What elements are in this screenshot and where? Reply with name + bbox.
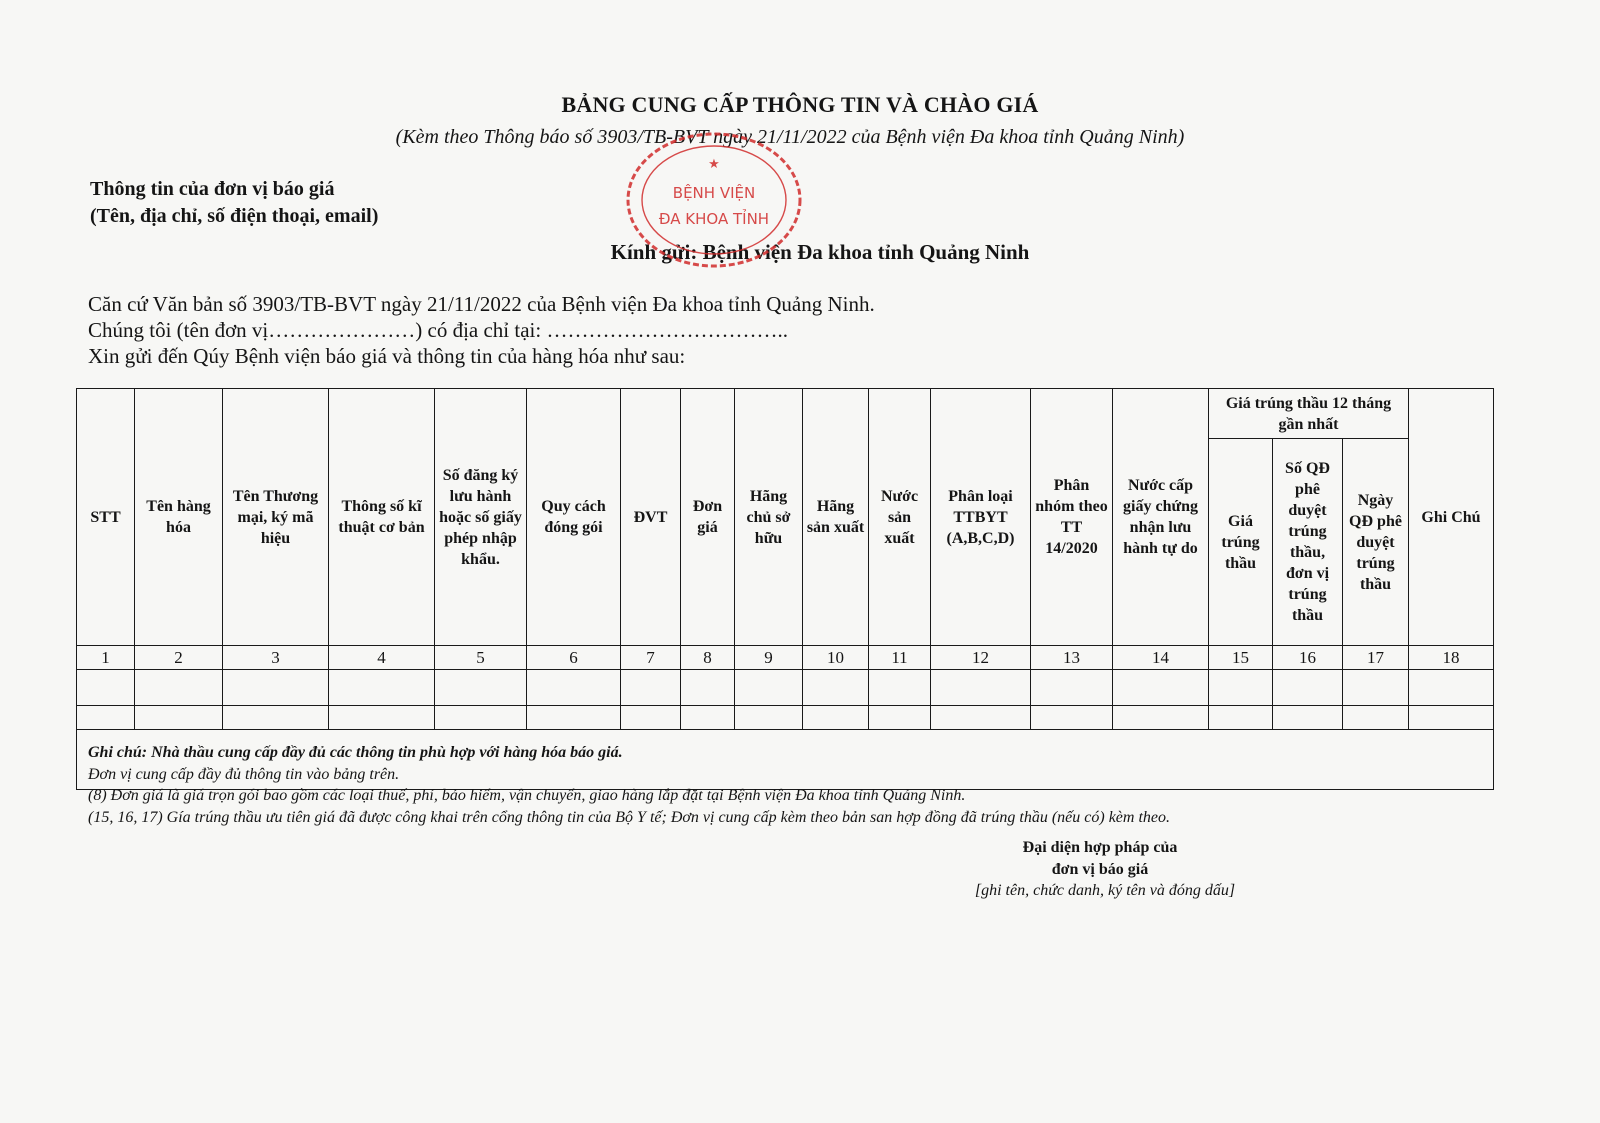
notes-section [88,742,1170,828]
row2-cell-8[interactable] [681,706,735,730]
row2-cell-2[interactable] [135,706,223,730]
row1-cell-9[interactable] [735,670,803,706]
col-number-17: 17 [1343,646,1409,670]
row2-cell-6[interactable] [527,706,621,730]
row2-cell-16[interactable] [1273,706,1343,730]
row1-cell-2[interactable] [135,670,223,706]
col-number-2: 2 [135,646,223,670]
row1-cell-12[interactable] [931,670,1031,706]
quotation-table [76,388,1494,790]
row1-cell-3[interactable] [223,670,329,706]
col-header-9: Hãng chủ sở hữu [735,389,803,646]
row1-cell-5[interactable] [435,670,527,706]
col-header-12: Phân loại TTBYT (A,B,C,D) [931,389,1031,646]
row2-cell-5[interactable] [435,706,527,730]
row1-cell-1[interactable] [77,670,135,706]
col-number-8: 8 [681,646,735,670]
col-header-15: Giá trúng thầu [1209,439,1273,646]
col-header-10: Hãng sản xuất [803,389,869,646]
col-header-7: ĐVT [621,389,681,646]
col-header-17: Ngày QĐ phê duyệt trúng thầu [1343,439,1409,646]
row2-cell-12[interactable] [931,706,1031,730]
row2-cell-3[interactable] [223,706,329,730]
note-4: (15, 16, 17) Gía trúng thầu ưu tiên giá đã được công khai trên cổng thông tin của Bộ Y tế; Đơn vị cung cấp kèm theo bản san hợp đồng đã trúng thầu (nếu có) kèm theo. [88,808,1171,826]
row1-cell-13[interactable] [1031,670,1113,706]
body-line-2: Chúng tôi (tên đơn vị…………………) có địa chỉ tại: …………………………….. [88,318,788,342]
row2-cell-15[interactable] [1209,706,1273,730]
col-header-16: Số QĐ phê duyệt trúng thầu, đơn vị trúng thầu [1273,439,1343,646]
col-number-5: 5 [435,646,527,670]
col-header-2: Tên hàng hóa [135,389,223,646]
col-number-7: 7 [621,646,681,670]
row1-cell-8[interactable] [681,670,735,706]
row2-cell-7[interactable] [621,706,681,730]
col-number-14: 14 [1113,646,1209,670]
signature-line-1: Đại diện hợp pháp của [1022,839,1178,856]
vendor-info-hint: (Tên, địa chỉ, số điện thoại, email) [90,205,379,227]
col-number-6: 6 [527,646,621,670]
col-header-18: Ghi Chú [1409,389,1493,646]
document-subtitle: (Kèm theo Thông báo số 3903/TB-BVT ngày 21/11/2022 của Bệnh viện Đa khoa tỉnh Quảng Ninh) [395,126,1185,148]
note-3: (8) Đơn giá là giá trọn gói bao gồm các loại thuế, phí, bảo hiểm, vận chuyển, giao hàng lắp đặt tại Bệnh viện Đa khoa tỉnh Quảng Ninh. [88,787,966,804]
row1-cell-6[interactable] [527,670,621,706]
row1-cell-16[interactable] [1273,670,1343,706]
col-number-3: 3 [223,646,329,670]
body-line-3: Xin gửi đến Qúy Bệnh viện báo giá và thông tin của hàng hóa như sau: [88,344,686,368]
col-header-14: Nước cấp giấy chứng nhận lưu hành tự do [1113,389,1209,646]
note-2: Đơn vị cung cấp đầy đủ thông tin vào bảng trên. [88,765,400,783]
row1-cell-18[interactable] [1409,670,1493,706]
col-number-4: 4 [329,646,435,670]
col-header-8: Đơn giá [681,389,735,646]
col-header-5: Số đăng ký lưu hành hoặc số giấy phép nhập khẩu. [435,389,527,646]
row2-cell-13[interactable] [1031,706,1113,730]
row2-cell-14[interactable] [1113,706,1209,730]
col-number-1: 1 [77,646,135,670]
row1-cell-7[interactable] [621,670,681,706]
row2-cell-4[interactable] [329,706,435,730]
seal-text-1: BỆNH VIỆN [672,184,756,202]
col-header-13: Phân nhóm theo TT 14/2020 [1031,389,1113,646]
greeting: Kính gửi: Bệnh viện Đa khoa tỉnh Quảng Ninh [610,240,1030,264]
row1-cell-15[interactable] [1209,670,1273,706]
body-line-1: Căn cứ Văn bản số 3903/TB-BVT ngày 21/11/2022 của Bệnh viện Đa khoa tỉnh Quảng Ninh. [88,292,875,316]
col-number-13: 13 [1031,646,1113,670]
row2-cell-1[interactable] [77,706,135,730]
col-number-15: 15 [1209,646,1273,670]
seal-text-2: ĐA KHOA TỈNH [658,210,770,228]
signature-block [960,837,1240,881]
col-header-4: Thông số kĩ thuật cơ bản [329,389,435,646]
col-header-6: Quy cách đóng gói [527,389,621,646]
note-1: Ghi chú: Nhà thầu cung cấp đầy đủ các thông tin phù hợp với hàng hóa báo giá. [88,744,623,761]
row1-cell-14[interactable] [1113,670,1209,706]
col-header-3: Tên Thương mại, ký mã hiệu [223,389,329,646]
row2-cell-10[interactable] [803,706,869,730]
row2-cell-18[interactable] [1409,706,1493,730]
col-header-1: STT [77,389,135,646]
row1-cell-10[interactable] [803,670,869,706]
row2-cell-9[interactable] [735,706,803,730]
col-number-9: 9 [735,646,803,670]
document-title: BẢNG CUNG CẤP THÔNG TIN VÀ CHÀO GIÁ [561,92,1039,117]
row1-cell-17[interactable] [1343,670,1409,706]
col-number-18: 18 [1409,646,1493,670]
signature-note: [ghi tên, chức danh, ký tên và đóng dấu] [974,882,1236,899]
col-header-11: Nước sản xuất [869,389,931,646]
row1-cell-11[interactable] [869,670,931,706]
row2-cell-11[interactable] [869,706,931,730]
col-number-16: 16 [1273,646,1343,670]
col-number-12: 12 [931,646,1031,670]
signature-line-2: đơn vị báo giá [1051,861,1149,878]
col-number-11: 11 [869,646,931,670]
vendor-info-label: Thông tin của đơn vị báo giá [90,178,335,200]
group-header-winning-price: Giá trúng thầu 12 tháng gần nhất [1209,389,1409,439]
col-number-10: 10 [803,646,869,670]
row1-cell-4[interactable] [329,670,435,706]
svg-text:★: ★ [708,157,720,172]
row2-cell-17[interactable] [1343,706,1409,730]
